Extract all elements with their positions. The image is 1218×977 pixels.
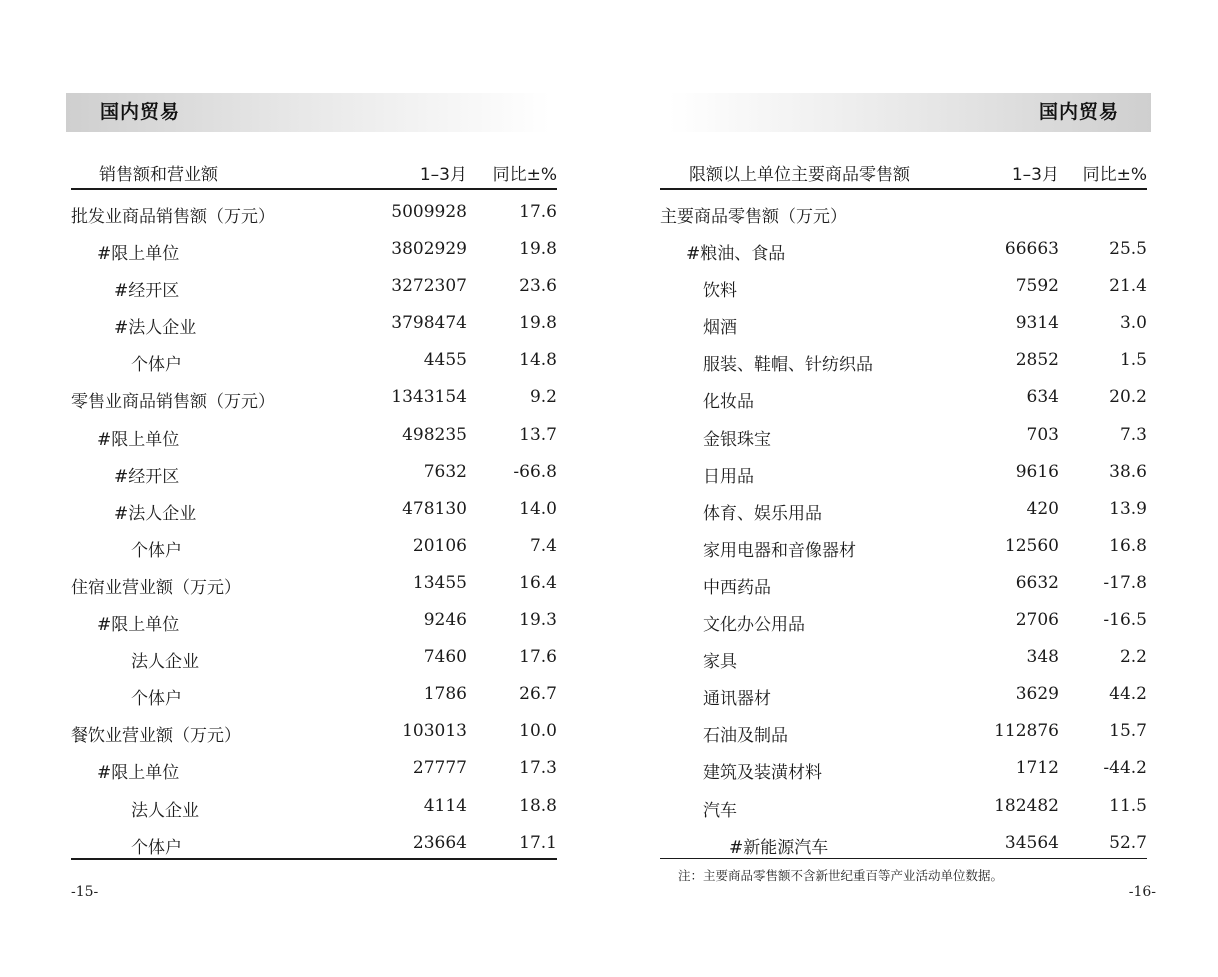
row-yoy-change: 7.3 bbox=[1119, 424, 1147, 445]
table-row bbox=[660, 788, 1147, 825]
table-row bbox=[660, 268, 1147, 305]
row-yoy-change: 7.4 bbox=[529, 535, 557, 556]
row-yoy-change: 44.2 bbox=[1109, 684, 1147, 705]
header-period: 1–3月 bbox=[1011, 165, 1059, 185]
row-value: 9246 bbox=[423, 610, 467, 631]
row-label: #限上单位 bbox=[97, 763, 180, 784]
row-yoy-change: -16.5 bbox=[1103, 610, 1147, 631]
row-yoy-change: 38.6 bbox=[1109, 461, 1147, 482]
table-row bbox=[71, 491, 557, 528]
row-value: 112876 bbox=[994, 721, 1059, 742]
table-row bbox=[71, 676, 557, 713]
page-number: -16- bbox=[1128, 884, 1156, 900]
table-header bbox=[71, 152, 557, 190]
table-row bbox=[660, 713, 1147, 750]
row-label: #粮油、食品 bbox=[686, 244, 786, 265]
row-yoy-change: 20.2 bbox=[1109, 387, 1147, 408]
right-page bbox=[609, 0, 1218, 977]
table-row bbox=[660, 305, 1147, 342]
table-row bbox=[660, 194, 1147, 231]
row-label: 住宿业营业额（万元） bbox=[71, 577, 241, 598]
row-value: 3629 bbox=[1015, 684, 1059, 705]
header-yoy: 同比±% bbox=[492, 165, 557, 185]
row-label: 个体户 bbox=[131, 540, 182, 561]
table-row bbox=[71, 454, 557, 491]
table-row bbox=[71, 194, 557, 231]
row-yoy-change: 26.7 bbox=[519, 684, 557, 705]
table-row bbox=[71, 565, 557, 602]
row-label: #经开区 bbox=[114, 466, 180, 487]
row-value: 103013 bbox=[402, 721, 467, 742]
row-yoy-change: 17.3 bbox=[519, 758, 557, 779]
row-label: 批发业商品销售额（万元） bbox=[71, 207, 275, 227]
row-yoy-change: 19.8 bbox=[519, 239, 557, 260]
row-yoy-change: -44.2 bbox=[1103, 758, 1147, 779]
row-yoy-change: 9.2 bbox=[529, 387, 557, 408]
row-yoy-change: 2.2 bbox=[1119, 647, 1147, 668]
row-yoy-change: 18.8 bbox=[519, 795, 557, 816]
row-label: 石油及制品 bbox=[703, 726, 788, 747]
table-row bbox=[71, 713, 557, 750]
row-value: 9616 bbox=[1015, 461, 1059, 482]
row-label: 日用品 bbox=[703, 466, 754, 487]
footnote: 注：主要商品零售额不含新世纪重百等产业活动单位数据。 bbox=[678, 868, 1004, 883]
row-value: 1343154 bbox=[391, 387, 467, 408]
row-value: 23664 bbox=[412, 832, 467, 853]
table-row bbox=[660, 454, 1147, 491]
row-value: 27777 bbox=[412, 758, 467, 779]
row-label: 个体户 bbox=[131, 837, 182, 858]
table-row bbox=[660, 676, 1147, 713]
row-value: 3802929 bbox=[391, 239, 467, 260]
row-value: 9314 bbox=[1015, 313, 1059, 334]
header-label: 限额以上单位主要商品零售额 bbox=[689, 165, 910, 185]
row-yoy-change: 13.9 bbox=[1109, 498, 1147, 519]
section-banner: 国内贸易 bbox=[669, 93, 1151, 132]
table-row bbox=[660, 565, 1147, 602]
row-label: 餐饮业营业额（万元） bbox=[71, 726, 241, 747]
row-value: 3798474 bbox=[391, 313, 467, 334]
table-row bbox=[660, 639, 1147, 676]
row-value: 34564 bbox=[1004, 832, 1059, 853]
row-label: 个体户 bbox=[131, 355, 182, 376]
row-label: 金银珠宝 bbox=[703, 429, 771, 450]
row-yoy-change: 14.0 bbox=[519, 498, 557, 519]
row-label: #限上单位 bbox=[97, 244, 180, 265]
row-value: 6632 bbox=[1015, 572, 1059, 593]
row-yoy-change: 14.8 bbox=[519, 350, 557, 371]
row-yoy-change: 17.6 bbox=[519, 647, 557, 668]
table-row bbox=[71, 231, 557, 268]
row-value: 20106 bbox=[412, 535, 467, 556]
header-label: 销售额和营业额 bbox=[99, 165, 218, 185]
table-row bbox=[660, 231, 1147, 268]
table-row bbox=[660, 750, 1147, 787]
row-label: 服装、鞋帽、针纺织品 bbox=[703, 355, 873, 376]
row-label: 烟酒 bbox=[703, 318, 737, 339]
row-label: 文化办公用品 bbox=[703, 615, 805, 636]
row-label: #新能源汽车 bbox=[729, 837, 829, 858]
row-yoy-change: 13.7 bbox=[519, 424, 557, 445]
row-yoy-change: 10.0 bbox=[519, 721, 557, 742]
row-label: 法人企业 bbox=[131, 800, 199, 821]
row-yoy-change: 52.7 bbox=[1109, 832, 1147, 853]
table-row bbox=[660, 379, 1147, 416]
row-label: 零售业商品销售额（万元） bbox=[71, 392, 275, 413]
row-value: 5009928 bbox=[391, 202, 467, 222]
table-row bbox=[71, 305, 557, 342]
row-value: 348 bbox=[1026, 647, 1059, 668]
table-row bbox=[71, 268, 557, 305]
row-label: 法人企业 bbox=[131, 652, 199, 673]
row-value: 4114 bbox=[423, 795, 467, 816]
table-row bbox=[660, 528, 1147, 565]
row-label: 汽车 bbox=[703, 800, 737, 821]
retail-table bbox=[660, 194, 1147, 862]
table-row bbox=[71, 788, 557, 825]
row-yoy-change: 17.6 bbox=[519, 202, 557, 222]
row-yoy-change: 19.3 bbox=[519, 610, 557, 631]
row-label: #经开区 bbox=[114, 281, 180, 302]
row-yoy-change: 25.5 bbox=[1109, 239, 1147, 260]
row-value: 7632 bbox=[423, 461, 467, 482]
row-label: #限上单位 bbox=[97, 615, 180, 636]
table-row bbox=[71, 417, 557, 454]
header-yoy: 同比±% bbox=[1082, 165, 1147, 185]
row-yoy-change: 16.8 bbox=[1109, 535, 1147, 556]
table-header bbox=[660, 152, 1147, 190]
table-row bbox=[71, 825, 557, 862]
table-row bbox=[71, 639, 557, 676]
header-period: 1–3月 bbox=[419, 165, 467, 185]
row-yoy-change: 16.4 bbox=[519, 572, 557, 593]
row-value: 182482 bbox=[994, 795, 1059, 816]
table-bottom-rule bbox=[71, 858, 557, 860]
row-yoy-change: 23.6 bbox=[519, 276, 557, 297]
row-value: 13455 bbox=[412, 572, 467, 593]
table-bottom-rule bbox=[660, 858, 1147, 859]
row-value: 7592 bbox=[1015, 276, 1059, 297]
row-value: 7460 bbox=[423, 647, 467, 668]
row-value: 2706 bbox=[1015, 610, 1059, 631]
row-yoy-change: -66.8 bbox=[513, 461, 557, 482]
row-label: #法人企业 bbox=[114, 318, 197, 339]
row-value: 1712 bbox=[1015, 758, 1059, 779]
row-yoy-change: 19.8 bbox=[519, 313, 557, 334]
row-value: 420 bbox=[1026, 498, 1059, 519]
row-yoy-change: 17.1 bbox=[519, 832, 557, 853]
row-label: 建筑及装潢材料 bbox=[703, 763, 822, 784]
row-yoy-change: 1.5 bbox=[1119, 350, 1147, 371]
row-yoy-change: 21.4 bbox=[1109, 276, 1147, 297]
table-row bbox=[660, 417, 1147, 454]
row-value: 703 bbox=[1026, 424, 1059, 445]
table-row bbox=[660, 825, 1147, 862]
sales-table bbox=[71, 194, 557, 862]
table-row bbox=[71, 528, 557, 565]
table-row bbox=[71, 342, 557, 379]
row-value: 12560 bbox=[1004, 535, 1059, 556]
row-label: 饮料 bbox=[703, 281, 737, 302]
row-label: #法人企业 bbox=[114, 503, 197, 524]
row-value: 478130 bbox=[402, 498, 467, 519]
row-yoy-change: 15.7 bbox=[1109, 721, 1147, 742]
row-value: 4455 bbox=[423, 350, 467, 371]
row-label: 化妆品 bbox=[703, 392, 754, 413]
table-row bbox=[71, 750, 557, 787]
table-row bbox=[660, 602, 1147, 639]
row-value: 1786 bbox=[423, 684, 467, 705]
table-row bbox=[71, 602, 557, 639]
row-yoy-change: -17.8 bbox=[1103, 572, 1147, 593]
row-label: #限上单位 bbox=[97, 429, 180, 450]
row-value: 634 bbox=[1026, 387, 1059, 408]
row-label: 中西药品 bbox=[703, 577, 771, 598]
row-label: 家具 bbox=[703, 652, 737, 673]
row-value: 2852 bbox=[1015, 350, 1059, 371]
row-value: 3272307 bbox=[391, 276, 467, 297]
row-value: 498235 bbox=[402, 424, 467, 445]
section-banner: 国内贸易 bbox=[66, 93, 550, 132]
table-row bbox=[660, 342, 1147, 379]
row-label: 主要商品零售额（万元） bbox=[660, 207, 847, 227]
row-label: 个体户 bbox=[131, 689, 182, 710]
table-row bbox=[71, 379, 557, 416]
row-yoy-change: 11.5 bbox=[1109, 795, 1147, 816]
row-label: 家用电器和音像器材 bbox=[703, 540, 856, 561]
page-number: -15- bbox=[71, 884, 99, 900]
row-value: 66663 bbox=[1004, 239, 1059, 260]
table-row bbox=[660, 491, 1147, 528]
row-label: 体育、娱乐用品 bbox=[703, 503, 822, 524]
row-yoy-change: 3.0 bbox=[1119, 313, 1147, 334]
row-label: 通讯器材 bbox=[703, 689, 771, 710]
